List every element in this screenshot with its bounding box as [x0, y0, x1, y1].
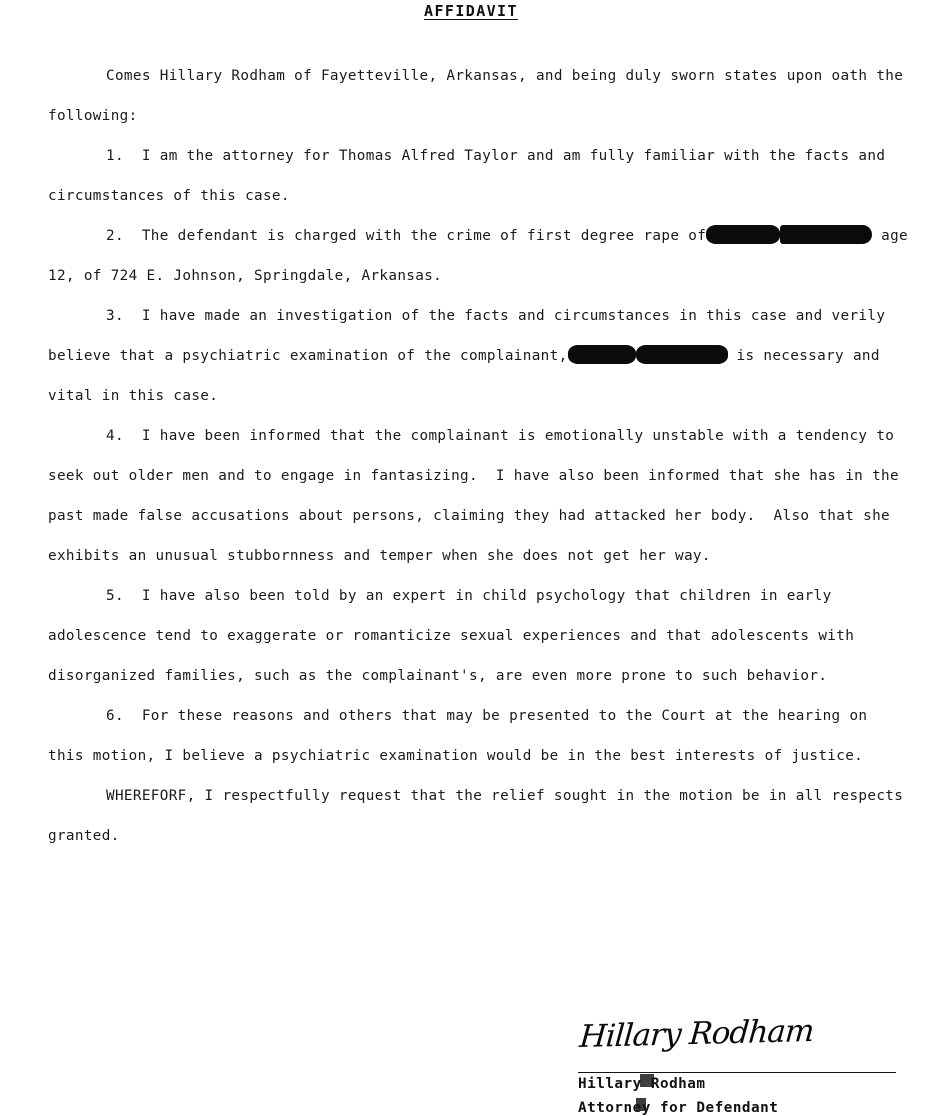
signature-line [578, 1072, 896, 1073]
paragraph-item-6 [48, 696, 908, 776]
paragraph-item-2-text-after: age 12, of 724 E. Johnson, Springdale, Arkansas. [48, 228, 917, 284]
redaction-block-2 [780, 225, 872, 244]
redaction-block-3 [568, 345, 636, 364]
signatory-name: Hillary Rodham [578, 1076, 706, 1092]
paragraph-item-1-text: 1. I am the attorney for Thomas Alfred Taylor and am fully familiar with the facts and circumstances of this case. [48, 148, 895, 204]
signatory-role: Attorney for Defendant [578, 1100, 779, 1116]
paragraph-item-5 [48, 576, 908, 696]
paragraph-item-2-text-before: 2. The defendant is charged with the crime of first degree rape of [106, 228, 707, 244]
paragraph-item-3-text-after: is necessary and vital in this case. [48, 348, 889, 404]
redaction-block-1 [706, 225, 780, 244]
paragraph-item-6-text: 6. For these reasons and others that may be presented to the Court at the hearing on this motion, I believe a psychiatric examination would be in the best interests of justice. [48, 708, 877, 764]
paragraph-closing-text: WHEREFORF, I respectfully request that the relief sought in the motion be in all respects granted. [48, 788, 913, 844]
page-title: AFFIDAVIT [424, 2, 518, 20]
paragraph-intro [48, 56, 913, 136]
paragraph-item-3-text-before: 3. I have made an investigation of the facts and circumstances in this case and verily believe that a psychiatric examination of the complainant, [48, 308, 895, 364]
redaction-block-4 [636, 345, 728, 364]
paragraph-item-1 [48, 136, 908, 216]
paragraph-item-3 [48, 296, 908, 416]
paragraph-item-5-text: 5. I have also been told by an expert in child psychology that children in early adolescence tend to exaggerate or romanticize sexual experiences and that adolescents with disorganized families, such as the complainant's, are even more prone to such behavior. [48, 588, 864, 684]
document-body [48, 56, 917, 856]
paragraph-intro-text: Comes Hillary Rodham of Fayetteville, Arkansas, and being duly sworn states upon oath the following: [48, 68, 913, 124]
paragraph-closing [48, 776, 913, 856]
handwritten-signature: Hillary Rodham [578, 1012, 815, 1056]
paragraph-item-4-text: 4. I have been informed that the complainant is emotionally unstable with a tendency to seek out older men and to engage in fantasizing. I have also been informed that she has in the past made false accusations about persons, claiming they had attacked her body. Also that she exhibits an unusual stubbornness and temper when she does not get her way. [48, 428, 908, 564]
paragraph-item-2 [48, 216, 917, 296]
paragraph-item-4 [48, 416, 908, 576]
